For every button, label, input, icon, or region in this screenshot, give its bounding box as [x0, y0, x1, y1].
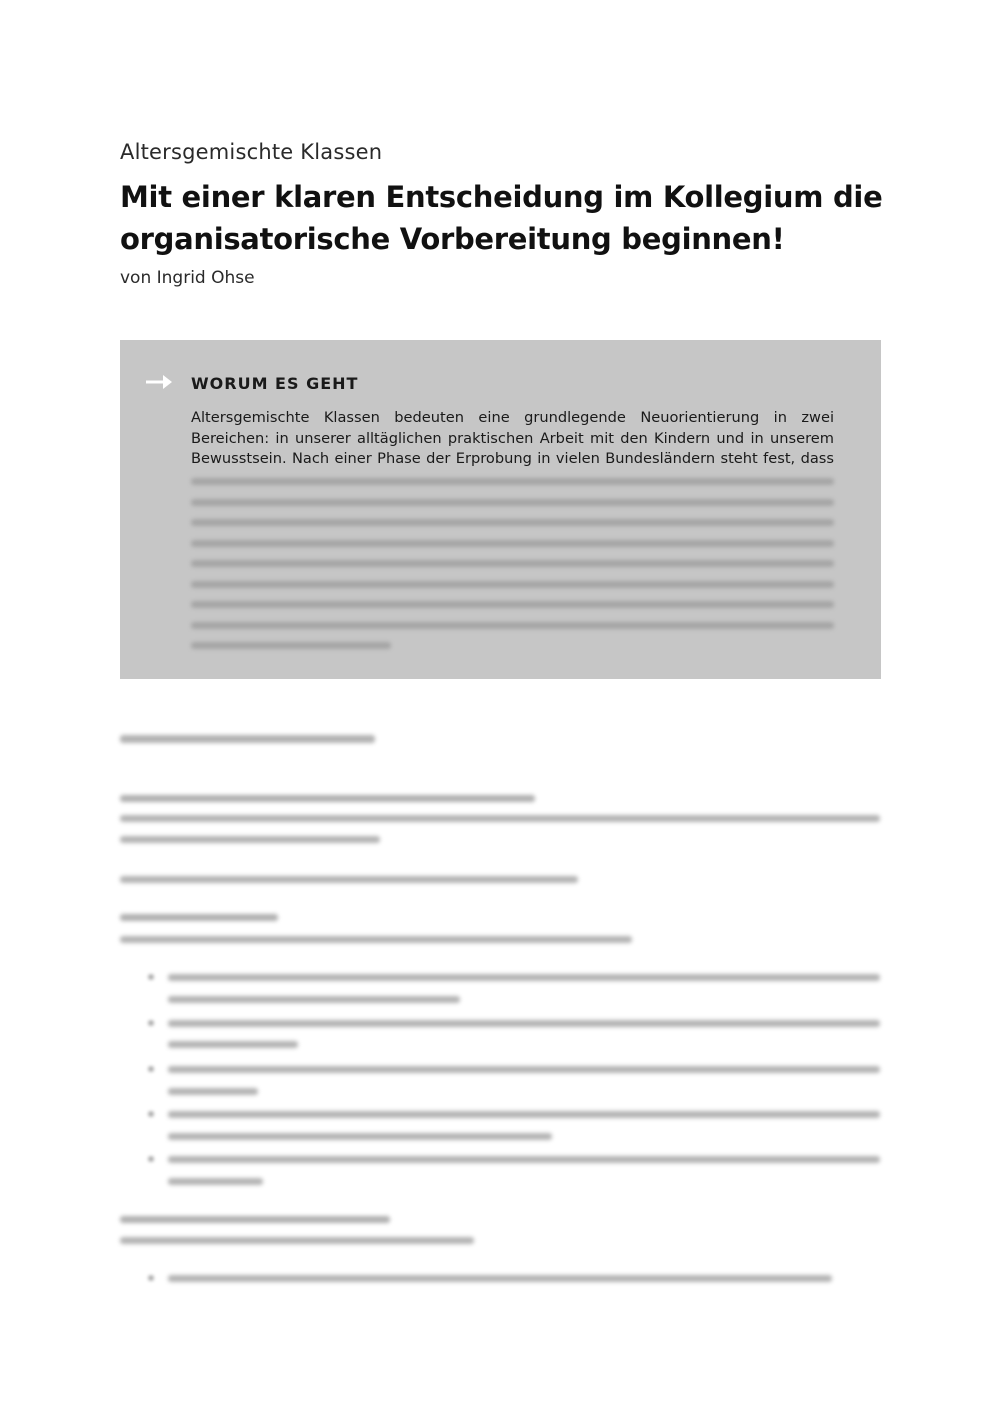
blurred-line: [168, 1275, 832, 1282]
arrow-right-icon: [144, 372, 174, 392]
blurred-line: [191, 499, 834, 506]
series-label: Altersgemischte Klassen: [120, 140, 383, 164]
bullet-dot: [148, 1111, 154, 1117]
summary-text: Altersgemischte Klassen bedeuten eine grundlegende Neuorientierung in zwei Bereichen: in unserer alltäglichen praktischen Arbeit mit den Kindern und in unserem Bewusstsein. Nach einer Phase der Erprobung in vielen Bundesländern steht fest, dass: [191, 409, 834, 467]
bullet-dot: [148, 1066, 154, 1072]
blurred-line: [168, 1020, 880, 1027]
blurred-line: [191, 581, 834, 588]
blurred-line: [191, 540, 834, 547]
bullet-dot: [148, 1020, 154, 1026]
bullet-dot: [148, 974, 154, 980]
bullet-dot: [148, 1275, 154, 1281]
blurred-line: [120, 815, 880, 822]
blurred-summary-continuation: [120, 474, 881, 679]
blurred-line: [168, 1066, 880, 1073]
blurred-subheading: [120, 914, 278, 921]
headline-line-2: organisatorische Vorbereitung beginnen!: [120, 222, 785, 256]
blurred-line: [191, 519, 834, 526]
blurred-line: [120, 876, 578, 883]
blurred-line: [191, 601, 834, 608]
blurred-line: [191, 560, 834, 567]
blurred-line: [168, 1156, 880, 1163]
blurred-line: [168, 1041, 298, 1048]
bullet-dot: [148, 1156, 154, 1162]
article-headline: [120, 176, 900, 260]
blurred-line: [120, 1237, 474, 1244]
blurred-line: [168, 1133, 552, 1140]
blurred-line: [168, 1111, 880, 1118]
blurred-subheading: [120, 1216, 390, 1223]
blurred-subheading: [120, 795, 535, 802]
blurred-line: [120, 836, 380, 843]
blurred-line: [191, 622, 834, 629]
blurred-section-heading: [120, 735, 375, 743]
blurred-line: [168, 1178, 263, 1185]
blurred-line: [191, 642, 391, 649]
blurred-line: [168, 974, 880, 981]
headline-line-1: Mit einer klaren Entscheidung im Kollegium die: [120, 180, 883, 214]
blurred-line: [191, 478, 834, 485]
author-byline: von Ingrid Ohse: [120, 268, 255, 288]
blurred-line: [120, 936, 632, 943]
summary-box: [120, 340, 881, 679]
summary-title: WORUM ES GEHT: [191, 374, 359, 393]
blurred-line: [168, 996, 460, 1003]
blurred-line: [168, 1088, 258, 1095]
